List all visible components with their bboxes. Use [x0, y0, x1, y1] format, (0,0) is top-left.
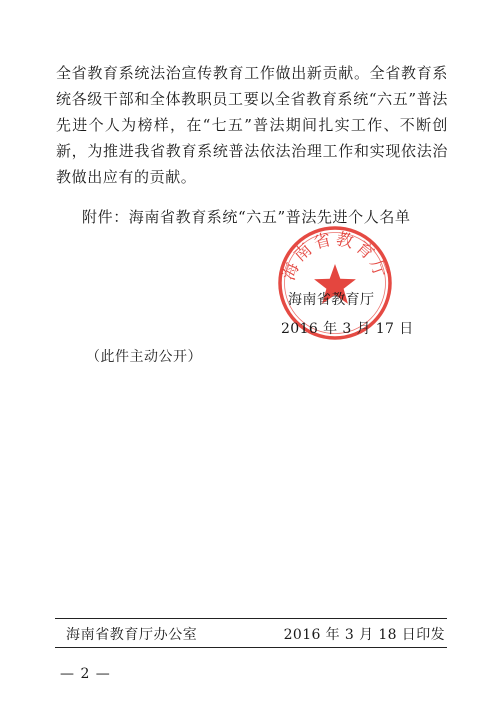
page-number: — 2 —	[60, 666, 111, 682]
issue-date: 2016 年 3 月 17 日	[281, 321, 414, 337]
issuer-name: 海南省教育厅	[288, 292, 375, 308]
attachment-line: 附件：海南省教育系统“六五”普法先进个人名单	[82, 208, 411, 226]
footer-office: 海南省教育厅办公室	[66, 627, 198, 643]
footer-print-date: 2016 年 3 月 18 日印发	[283, 627, 445, 643]
body-paragraph: 全省教育系统法治宣传教育工作做出新贡献。全省教育系统各级干部和全体教职员工要以全省教育系统“六五”普法先进个人为榜样，在“七五”普法期间扎实工作、不断创新，为推进我省教育系统普法依法治理工作和实现依法治教做出应有的贡献。	[56, 64, 448, 186]
footer-bottom-rule	[55, 647, 447, 648]
publicity-note: （此件主动公开）	[86, 349, 202, 365]
footer-top-rule	[55, 618, 447, 619]
svg-text:海南省教育厅: 海南省教育厅	[278, 229, 392, 284]
